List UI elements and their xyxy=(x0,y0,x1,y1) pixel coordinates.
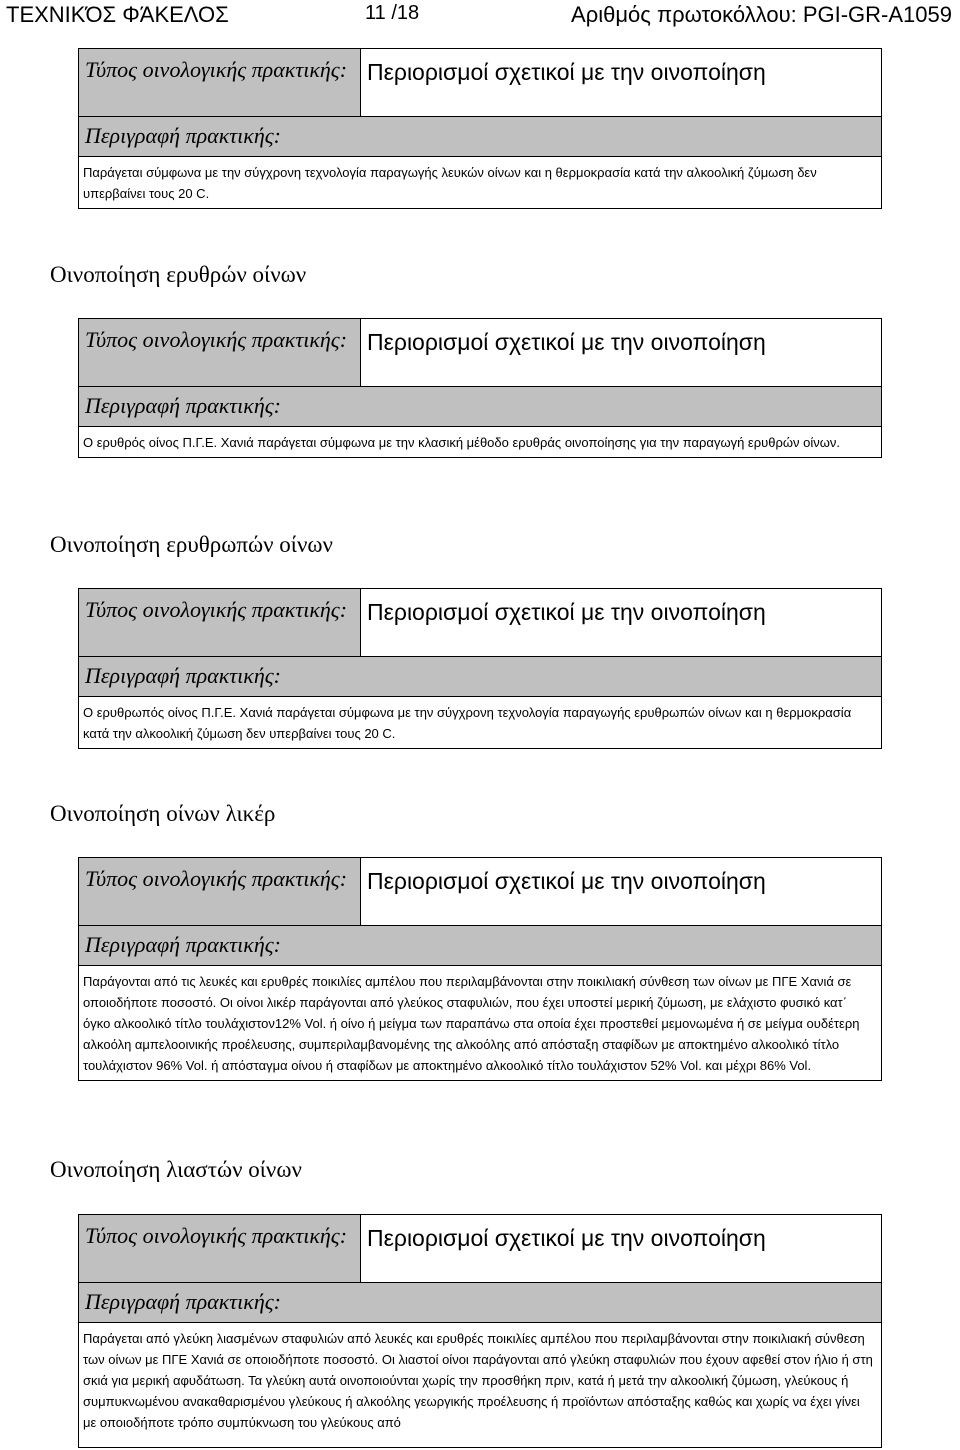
practice-description-text: Παράγεται σύμφωνα με την σύγχρονη τεχνολογία παραγωγής λευκών οίνων και η θερμοκρασία κατά την αλκοολική ζύμωση δεν υπερβαίνει τους 20 C. xyxy=(83,165,817,201)
practice-type-value: Περιορισμοί σχετικοί με την οινοποίηση xyxy=(367,1225,766,1251)
document-type-label: ΤΕΧΝΙΚΌΣ ΦΆΚΕΛΟΣ xyxy=(6,2,229,27)
practice-block-liqueur-wine xyxy=(78,857,882,1081)
practice-type-label: Τύπος οινολογικής πρακτικής: xyxy=(79,1215,361,1282)
section-title-red-wine: Οινοποίηση ερυθρών οίνων xyxy=(50,262,307,287)
practice-description-text: Παράγονται από τις λευκές και ερυθρές ποικιλίες αμπέλου που περιλαμβάνονται στην ποικιλιακή σύνθεση των οίνων με ΠΓΕ Χανιά σε οποιοδήποτε ποσοστό. Οι οίνοι λικέρ παράγονται από γλεύκος σταφυλιών, που έχει υποστεί μερική ζύμωση, με ελάχιστο φυσικό κατ΄ όγκο αλκοολικό τίτλο τουλάχιστον12% Vol. ή οίνο ή μείγμα των παραπάνω στα οποία έχει προστεθεί μεμονωμένα ή σε μείγμα ουδέτερη αλκοόλη αμπελοοινικής προέλευσης, συμπεριλαμβανομένης της αλκοόλης από απόσταξη σταφίδων με αποκτημένο αλκοολικό τίτλο τουλάχιστον 96% Vol. ή απόσταγμα οίνου ή σταφίδων με αποκτημένο αλκοολικό τίτλο τουλάχιστον 52% Vol. και μέχρι 86% Vol. xyxy=(83,974,860,1073)
practice-description-label: Περιγραφή πρακτικής: xyxy=(79,926,881,966)
practice-type-value: Περιορισμοί σχετικοί με την οινοποίηση xyxy=(367,599,766,625)
practice-description-label: Περιγραφή πρακτικής: xyxy=(79,387,881,427)
practice-description-text: Παράγεται από γλεύκη λιασμένων σταφυλιών από λευκές και ερυθρές ποικιλίες αμπέλου που περιλαμβάνονται στην ποικιλιακή σύνθεση των οίνων με ΠΓΕ Χανιά σε οποιοδήποτε ποσοστό. Οι λιαστοί οίνοι παράγονται από γλεύκη σταφυλιών που έχουν αφεθεί στον ήλιο ή στη σκιά για μερική αφυδάτωση. Τα γλεύκη αυτά οινοποιούνται χωρίς την προσθήκη πριν, κατά ή μετά την αλκοολική ζύμωση, γλεύκους ή συμπυκνωμένου ανακαθαρισμένου γλεύκους ή αλκοόλης γεωργικής προέλευσης ή προϊόντων απόσταξης καθώς και χωρίς να έχει γίνει με οποιοδήποτε τρόπο συμπύκνωση του γλεύκους από xyxy=(83,1331,873,1430)
practice-description-label: Περιγραφή πρακτικής: xyxy=(79,1283,881,1323)
practice-type-label: Τύπος οινολογικής πρακτικής: xyxy=(79,858,361,925)
practice-type-value: Περιορισμοί σχετικοί με την οινοποίηση xyxy=(367,329,766,355)
practice-type-label: Τύπος οινολογικής πρακτικής: xyxy=(79,49,361,116)
practice-type-label: Τύπος οινολογικής πρακτικής: xyxy=(79,589,361,656)
practice-type-label: Τύπος οινολογικής πρακτικής: xyxy=(79,319,361,386)
protocol-number: Αριθμός πρωτοκόλλου: PGI-GR-A1059 xyxy=(571,2,952,27)
practice-block-red-wine xyxy=(78,318,882,458)
section-title-rose-wine: Οινοποίηση ερυθρωπών οίνων xyxy=(50,532,333,557)
practice-description-label: Περιγραφή πρακτικής: xyxy=(79,657,881,697)
practice-block-white-wine xyxy=(78,48,882,209)
practice-block-sun-dried-wine xyxy=(78,1214,882,1448)
practice-description-text: Ο ερυθρωπός οίνος Π.Γ.Ε. Χανιά παράγεται σύμφωνα με την σύγχρονη τεχνολογία παραγωγής ερυθρωπών οίνων και η θερμοκρασία κατά την αλκοολική ζύμωση δεν υπερβαίνει τους 20 C. xyxy=(83,705,852,741)
document-header xyxy=(0,0,960,30)
practice-description-label: Περιγραφή πρακτικής: xyxy=(79,117,881,157)
page-number: 11 /18 xyxy=(365,2,420,24)
practice-block-rose-wine xyxy=(78,588,882,749)
practice-description-text: Ο ερυθρός οίνος Π.Γ.Ε. Χανιά παράγεται σύμφωνα με την κλασική μέθοδο ερυθράς οινοποίησης για την παραγωγή ερυθρών οίνων. xyxy=(83,435,841,450)
section-title-sun-dried-wine: Οινοποίηση λιαστών οίνων xyxy=(50,1157,302,1182)
section-title-liqueur-wine: Οινοποίηση οίνων λικέρ xyxy=(50,801,276,826)
practice-type-value: Περιορισμοί σχετικοί με την οινοποίηση xyxy=(367,868,766,894)
practice-type-value: Περιορισμοί σχετικοί με την οινοποίηση xyxy=(367,59,766,85)
